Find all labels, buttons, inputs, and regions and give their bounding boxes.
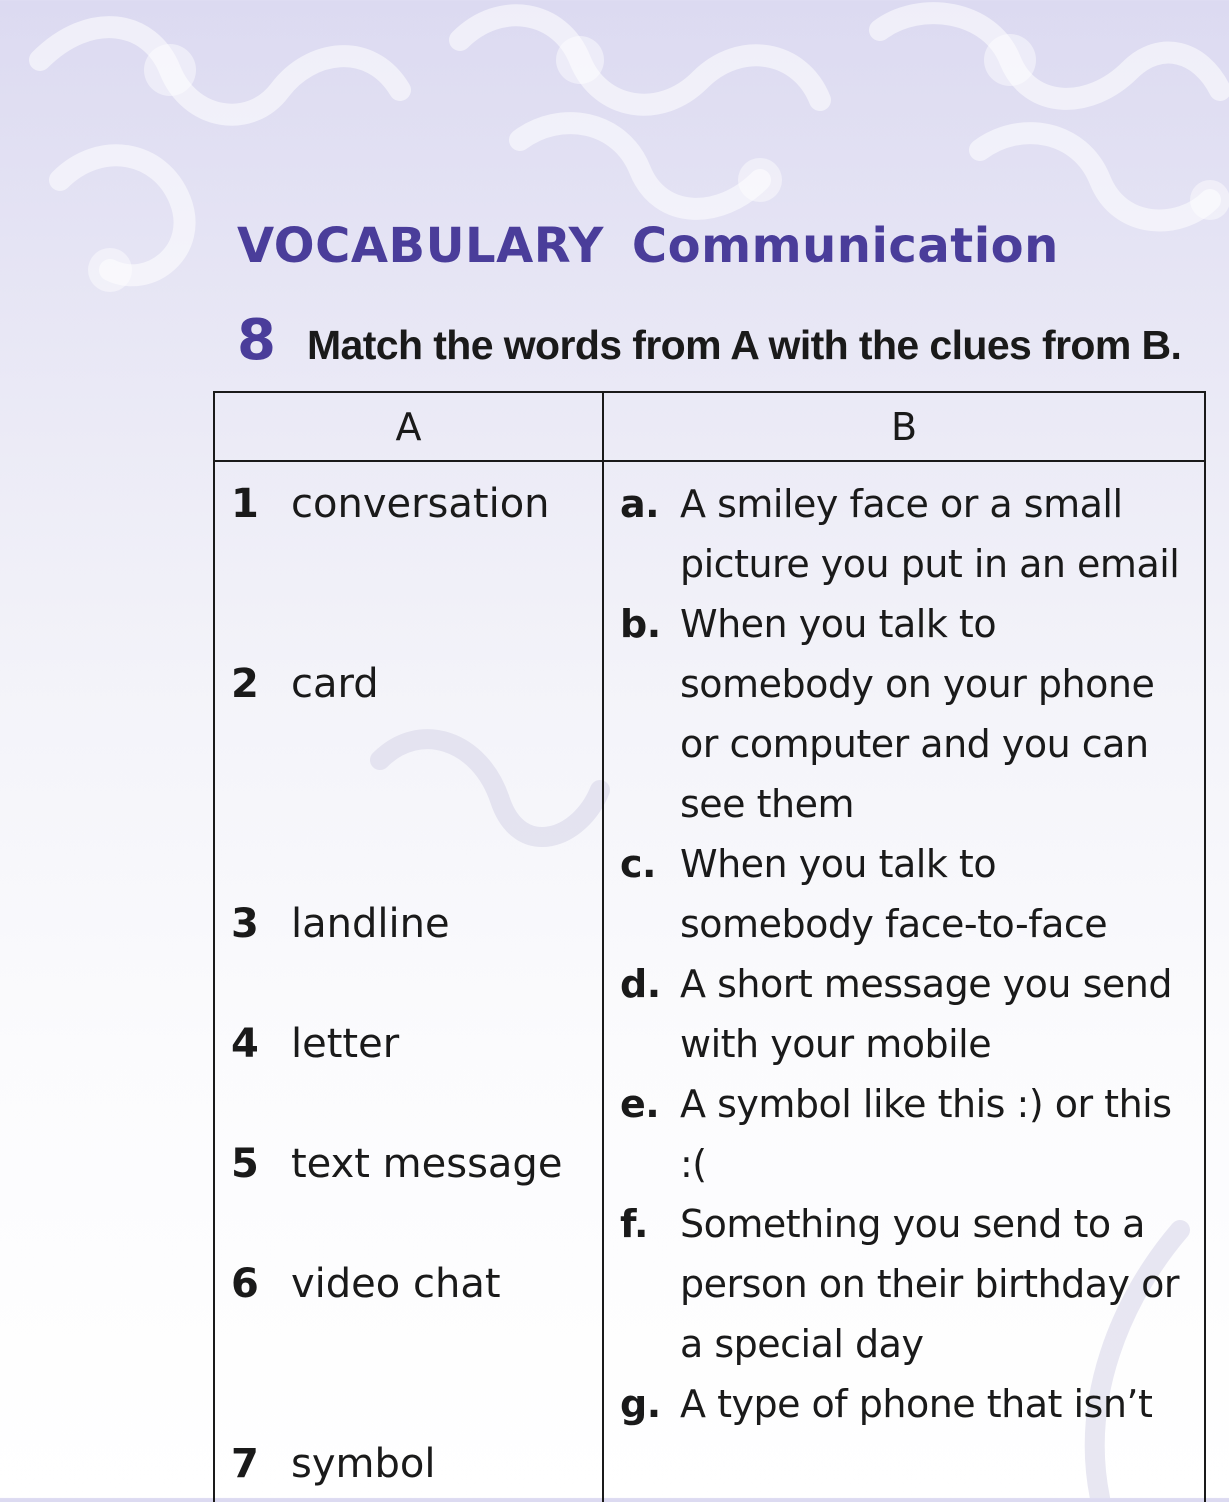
clue-text: Something you send to a person on their birthday or a special day [680,1202,1179,1366]
section-heading [237,218,1059,274]
word-number: 5 [231,1141,259,1187]
exercise-instruction: Match the words from A with the clues from B. [307,322,1182,368]
table-body-row [214,461,1205,1502]
clue-text: A smiley face or a small picture you put in an email [680,482,1180,586]
word-text: video chat [291,1261,501,1307]
word-text: letter [291,1021,400,1067]
clue-letter: c. [620,842,656,886]
word-item [231,894,450,954]
word-item [231,1134,562,1194]
word-item [231,474,550,534]
matching-table [213,391,1206,1502]
word-text: symbol [291,1441,436,1487]
clue-letter: d. [620,962,661,1006]
word-number: 7 [231,1441,259,1487]
clue-item [620,954,1204,1074]
clue-item [620,1074,1204,1194]
clue-letter: b. [620,602,661,646]
clue-item [620,1194,1204,1374]
clue-item [620,834,1204,954]
clue-letter: a. [620,482,660,526]
clue-letter: g. [620,1382,661,1426]
word-text: conversation [291,481,550,527]
exercise-header [237,308,1181,373]
column-a-header: A [214,392,603,461]
heading-topic: Communication [631,218,1059,274]
word-number: 3 [231,901,259,947]
clue-text: A type of phone that isn’t [680,1382,1153,1426]
word-text: card [291,661,379,707]
clue-text: When you talk to somebody face-to-face [680,842,1108,946]
clue-item [620,594,1204,834]
column-b-header: B [603,392,1205,461]
word-item [231,1014,399,1074]
column-b-clues [603,461,1205,1502]
clue-letter: f. [620,1202,648,1246]
word-number: 4 [231,1021,259,1067]
clue-letter: e. [620,1082,660,1126]
clue-text: When you talk to somebody on your phone or computer and you can see them [680,602,1155,826]
clue-item [620,474,1204,594]
word-number: 2 [231,661,259,707]
word-item [231,1434,435,1494]
heading-vocabulary: VOCABULARY [237,218,604,274]
exercise-number: 8 [237,308,276,373]
clue-text: A short message you send with your mobile [680,962,1172,1066]
word-item [231,1254,501,1314]
word-item [231,654,379,714]
word-text: text message [291,1141,563,1187]
clue-item [620,1374,1204,1434]
word-number: 1 [231,481,259,527]
word-text: landline [291,901,450,947]
table-header-row [214,392,1205,461]
word-number: 6 [231,1261,259,1307]
column-a-words [214,461,603,1502]
clue-text: A symbol like this :) or this :( [680,1082,1172,1186]
